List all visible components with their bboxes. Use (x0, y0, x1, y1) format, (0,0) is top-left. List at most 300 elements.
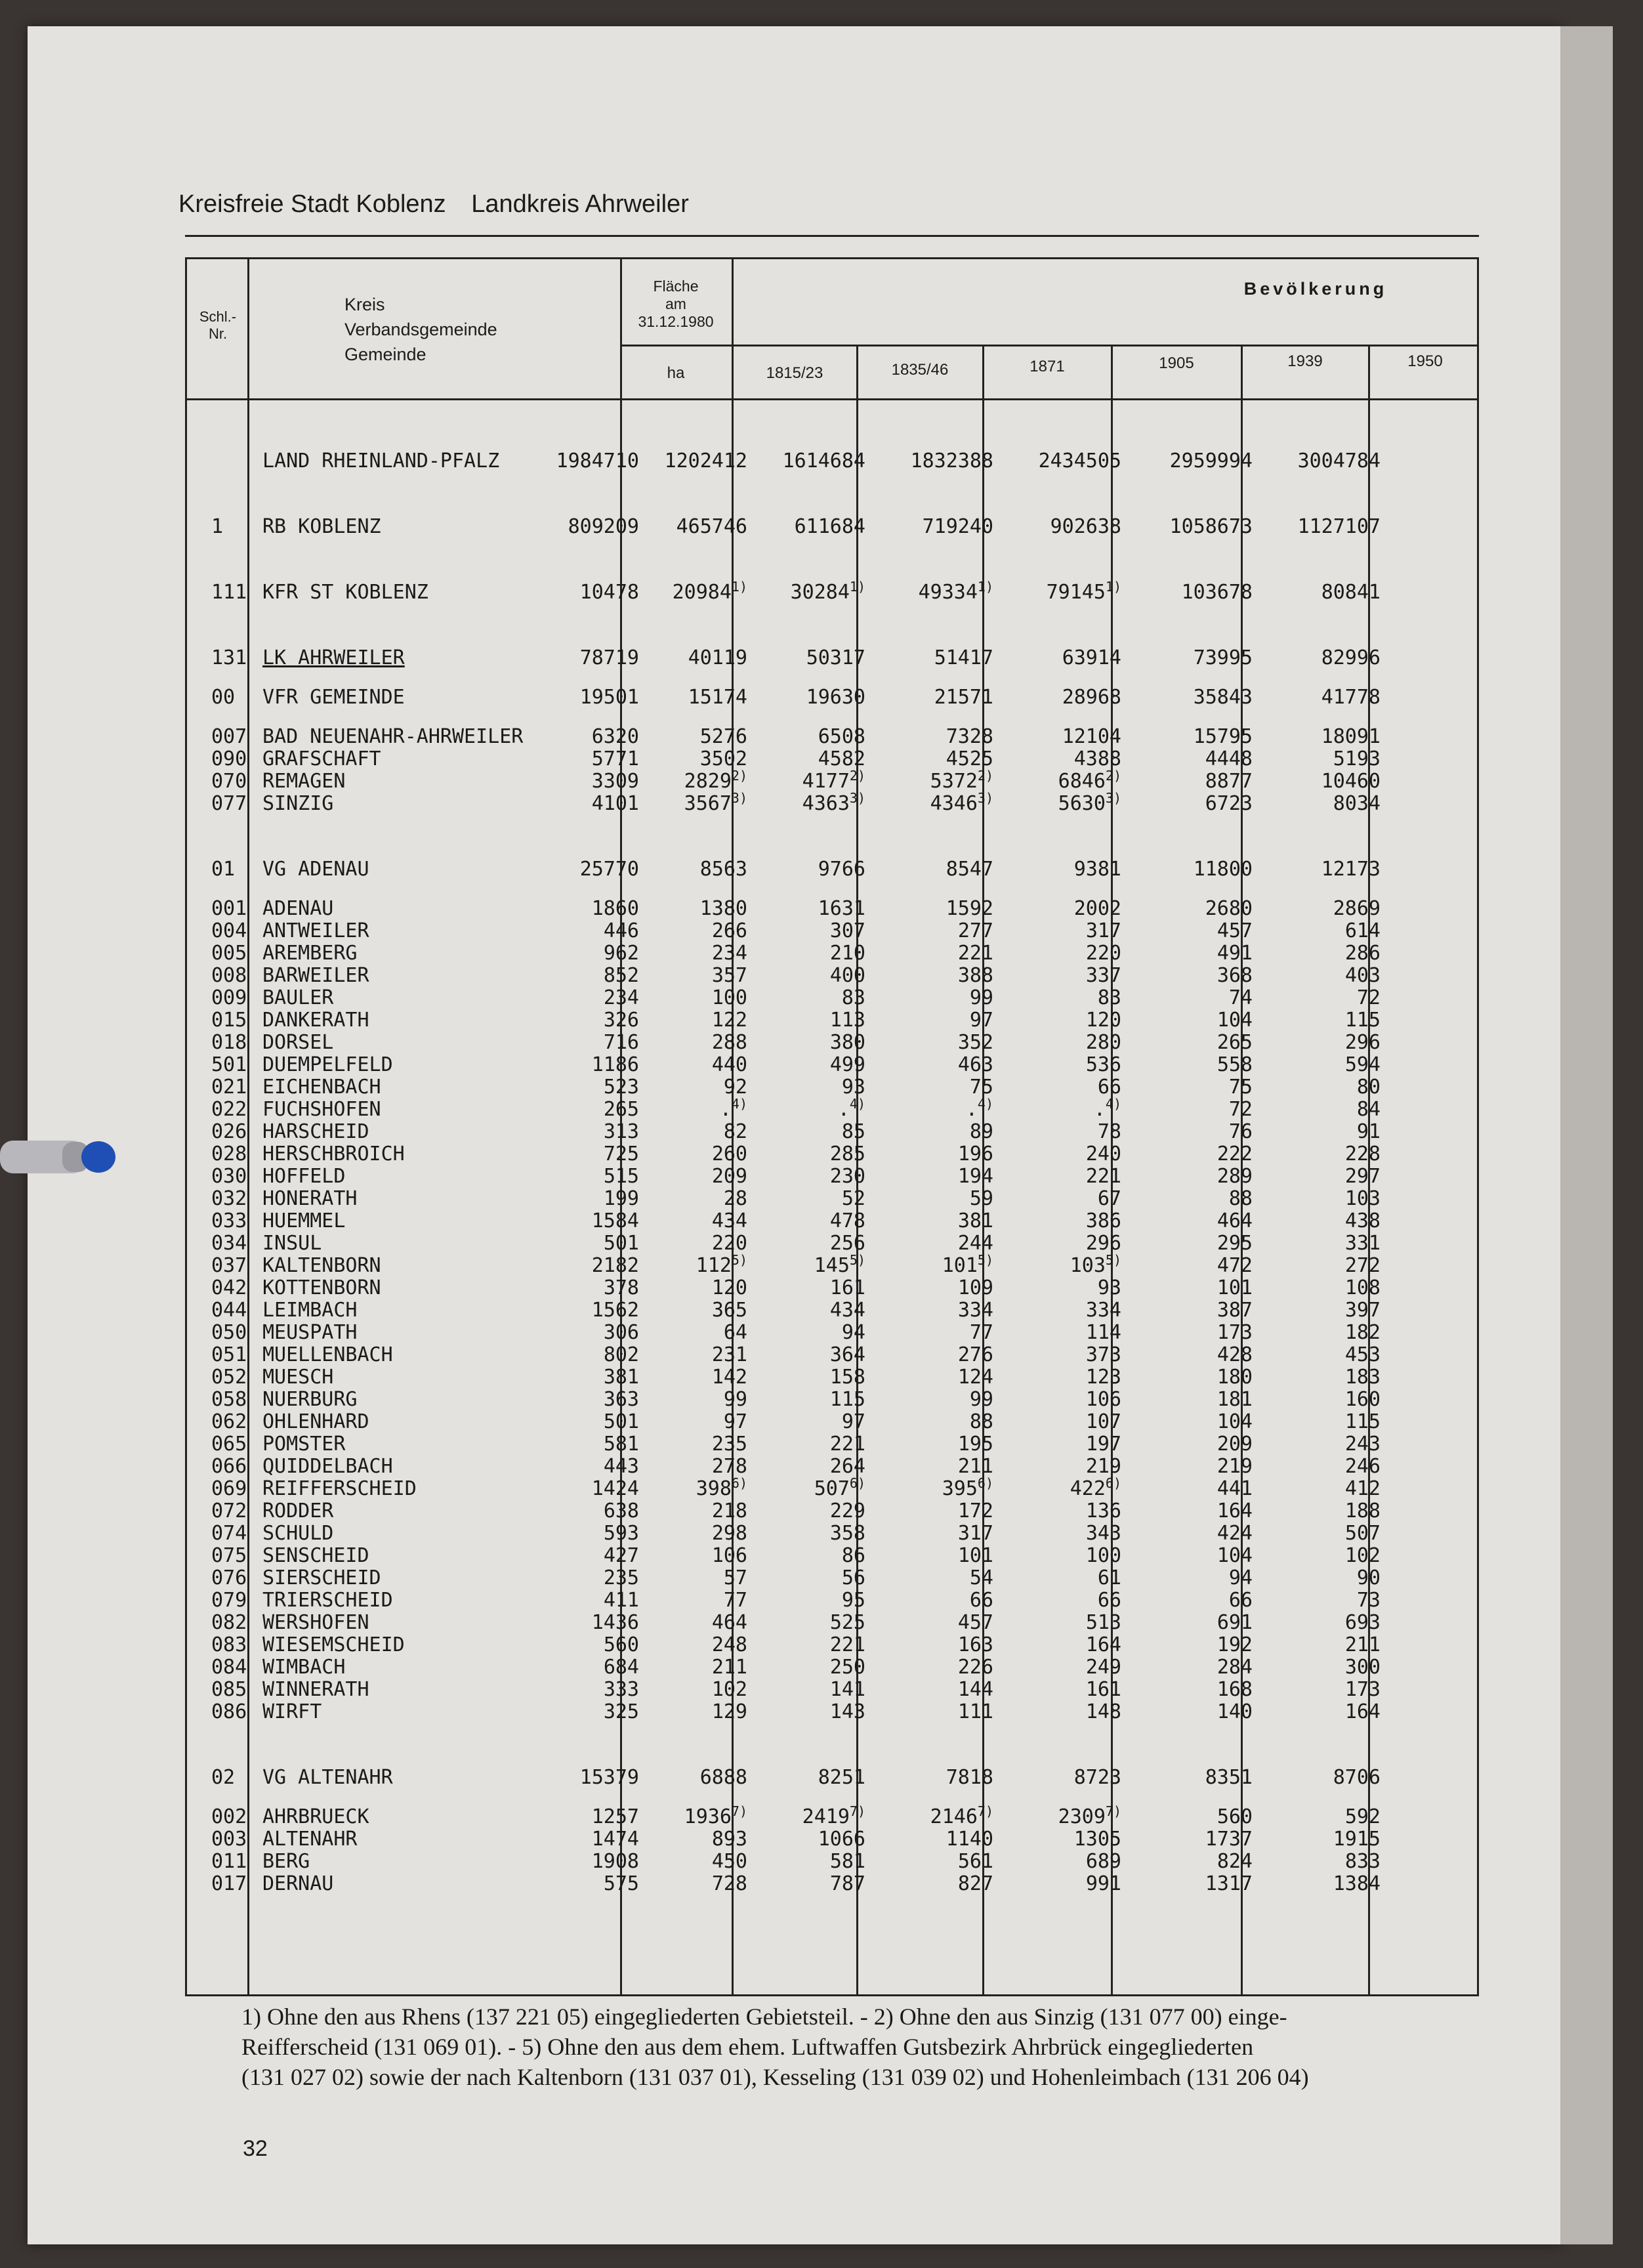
cell-value: 107 (1085, 1410, 1121, 1433)
cell-name (262, 770, 345, 793)
cell-value: 693 (1344, 1611, 1381, 1634)
cell-y1939 (1217, 1433, 1253, 1456)
cell-value: 168 (1217, 1678, 1253, 1701)
cell-value: SIERSCHEID (262, 1566, 381, 1589)
cell-value: 140 (1217, 1700, 1253, 1723)
cell-value: 005 (211, 942, 247, 965)
cell-value: 084 (211, 1656, 247, 1679)
cell-value: 266 (711, 919, 747, 942)
header-flaeche: Fläche am 31.12.1980 (638, 278, 714, 330)
cell-value: 297 (1344, 1165, 1381, 1188)
cell-y1871 (958, 1343, 993, 1366)
cell-value: 234 (603, 986, 639, 1009)
cell-value: 560 (1217, 1805, 1253, 1828)
cell-value: 030 (211, 1165, 247, 1188)
cell-value: 368 (1217, 964, 1253, 987)
cell-value: 61 (1097, 1566, 1121, 1589)
cell-value: POMSTER (262, 1433, 346, 1456)
table-row (185, 407, 1479, 472)
cell-value: 1614684 (782, 450, 865, 472)
cell-nr (211, 1366, 247, 1389)
cell-value: 3004784 (1297, 450, 1381, 472)
cell-y1815 (712, 1366, 747, 1389)
cell-value: AREMBERG (262, 942, 358, 965)
cell-ha (604, 1343, 639, 1366)
cell-value: 264 (829, 1455, 865, 1478)
cell-y1815 (673, 579, 747, 604)
cell-value: 062 (211, 1410, 247, 1433)
cell-value: DANKERATH (262, 1009, 369, 1032)
cell-y1871 (958, 1433, 993, 1456)
cell-value: REMAGEN (262, 770, 346, 793)
table-row (185, 1873, 1479, 1895)
cell-value: 211 (711, 1656, 747, 1679)
cell-value: 008 (211, 964, 247, 987)
cell-y1950 (1357, 1120, 1381, 1143)
cell-ha (592, 1254, 639, 1277)
cell-ha (604, 1120, 639, 1143)
cell-y1871 (946, 747, 993, 770)
footnote-marker: 5) (849, 1252, 865, 1268)
cell-value: 95 (841, 1589, 865, 1612)
cell-y1871 (970, 1009, 993, 1032)
cell-y1871 (958, 1872, 993, 1895)
cell-y1835 (802, 790, 865, 815)
cell-y1950 (1357, 986, 1381, 1009)
cell-name (262, 747, 381, 770)
cell-y1950 (1345, 919, 1381, 942)
cell-value: 7818 (946, 1766, 993, 1789)
cell-nr (211, 858, 235, 881)
cell-y1815 (712, 1143, 747, 1166)
cell-name (262, 1120, 369, 1143)
cell-value: 220 (711, 1232, 747, 1255)
cell-value: 691 (1217, 1611, 1253, 1634)
cell-nr (211, 942, 247, 965)
cell-value: 77 (969, 1321, 993, 1344)
cell-value: 453 (1344, 1343, 1381, 1366)
cell-y1871 (958, 1165, 993, 1188)
table-row (185, 1054, 1479, 1076)
cell-value: 412 (1344, 1477, 1381, 1500)
footnote-marker: 1) (849, 579, 865, 595)
cell-y1950 (1345, 1544, 1381, 1567)
cell-value: VG ALTENAHR (262, 1766, 393, 1789)
cell-y1835 (830, 1433, 865, 1456)
cell-nr (211, 1633, 247, 1656)
cell-value: 422 (1070, 1477, 1106, 1500)
cell-name (262, 897, 333, 920)
cell-value: 226 (957, 1656, 993, 1679)
cell-ha (592, 1828, 639, 1851)
cell-y1815 (712, 1232, 747, 1255)
footnote-marker: 3) (1105, 790, 1121, 806)
cell-y1835 (830, 1500, 865, 1522)
cell-value: 103678 (1181, 581, 1253, 604)
cell-y1815 (712, 1276, 747, 1299)
cell-value: 1066 (818, 1828, 865, 1851)
cell-value: 833 (1344, 1850, 1381, 1873)
cell-value: KFR ST KOBLENZ (262, 581, 428, 604)
cell-y1871 (958, 942, 993, 965)
cell-y1939 (1229, 1187, 1253, 1210)
table-row (185, 1232, 1479, 1255)
cell-value: 12104 (1062, 725, 1121, 748)
cell-value: 5372 (930, 770, 978, 793)
cell-value: 051 (211, 1343, 247, 1366)
cell-value: 441 (1217, 1477, 1253, 1500)
footnote-marker: 2) (977, 768, 993, 784)
cell-value: 220 (1085, 942, 1121, 965)
cell-value: 222 (1217, 1143, 1253, 1166)
cell-name (262, 1522, 333, 1545)
cell-y1871 (970, 1589, 993, 1612)
cell-value: 19630 (806, 686, 865, 709)
cell-y1939 (1217, 1544, 1253, 1567)
cell-y1950 (1333, 1766, 1381, 1789)
cell-value: 209 (1217, 1433, 1253, 1456)
cell-ha (604, 1276, 639, 1299)
cell-value: 6723 (1205, 792, 1253, 815)
cell-value: 337 (1085, 964, 1121, 987)
cell-value: 122 (711, 1009, 747, 1032)
cell-value: 164 (1344, 1700, 1381, 1723)
cell-nr (211, 792, 247, 815)
cell-y1939 (1229, 1120, 1253, 1143)
cell-y1939 (1217, 1209, 1253, 1232)
cell-y1905 (1086, 1678, 1121, 1701)
cell-ha (604, 1031, 639, 1054)
table-row (185, 1322, 1479, 1344)
cell-value: 6320 (591, 725, 639, 748)
cell-value: 536 (1085, 1053, 1121, 1076)
cell-nr (211, 1455, 247, 1478)
cell-value: 101 (1217, 1276, 1253, 1299)
cell-name (262, 1611, 369, 1634)
cell-y1835 (842, 1566, 865, 1589)
cell-value: 525 (829, 1611, 865, 1634)
cell-y1835 (830, 1455, 865, 1478)
table-row (185, 1433, 1479, 1456)
cell-value: 80 (1356, 1076, 1381, 1099)
cell-y1835 (830, 1031, 865, 1054)
cell-value: 136 (1085, 1500, 1121, 1522)
footnote-marker: 6) (731, 1475, 747, 1491)
cell-nr (211, 725, 247, 748)
cell-value: 507 (1344, 1522, 1381, 1545)
cell-y1939 (1217, 1053, 1253, 1076)
cell-value: 4101 (591, 792, 639, 815)
cell-nr (211, 1872, 247, 1895)
cell-ha (568, 515, 639, 538)
cell-y1835 (818, 1828, 865, 1851)
cell-y1939 (1217, 1410, 1253, 1433)
table-row (185, 1828, 1479, 1851)
cell-y1835 (791, 579, 865, 604)
cell-value: 160 (1344, 1388, 1381, 1411)
cell-value: BARWEILER (262, 964, 369, 987)
cell-y1939 (1217, 964, 1253, 987)
cell-nr (211, 1321, 247, 1344)
cell-value: 380 (829, 1031, 865, 1054)
cell-ha (604, 1455, 639, 1478)
footnote-marker: 7) (849, 1803, 865, 1819)
cell-ha (604, 942, 639, 965)
cell-value: 265 (603, 1098, 639, 1121)
cell-value: 042 (211, 1276, 247, 1299)
cell-value: 54 (969, 1566, 993, 1589)
cell-ha (592, 897, 639, 920)
cell-y1815 (684, 768, 747, 793)
cell-value: KALTENBORN (262, 1254, 381, 1277)
cell-ha (604, 1098, 639, 1121)
cell-value: 560 (603, 1633, 639, 1656)
cell-name (262, 1678, 369, 1701)
cell-name (262, 1388, 358, 1411)
cell-value: 1436 (591, 1611, 639, 1634)
cell-value: 124 (957, 1366, 993, 1389)
cell-y1835 (842, 1120, 865, 1143)
cell-value: 143 (829, 1700, 865, 1723)
cell-value: 072 (211, 1500, 247, 1522)
table-row (185, 987, 1479, 1009)
cell-value: AHRBRUECK (262, 1805, 369, 1828)
cell-y1871 (958, 1299, 993, 1322)
cell-value: VG ADENAU (262, 858, 369, 881)
cell-ha (604, 1433, 639, 1456)
table-row (185, 1032, 1479, 1054)
cell-value: 172 (957, 1500, 993, 1522)
cell-value: 1631 (818, 897, 865, 920)
cell-y1815 (712, 964, 747, 987)
cell-value: 72 (1228, 1098, 1253, 1121)
cell-y1815 (724, 1589, 747, 1612)
header-year: 1871 (1029, 358, 1065, 375)
cell-value: 1832388 (910, 450, 993, 472)
cell-value: 111 (957, 1700, 993, 1723)
cell-value: 112 (696, 1254, 732, 1277)
cell-ha (592, 1299, 639, 1322)
cell-nr (211, 1254, 247, 1277)
cell-value: 82 (723, 1120, 747, 1143)
cell-value: 7328 (946, 725, 993, 748)
cell-value: 082 (211, 1611, 247, 1634)
table-row (185, 472, 1479, 538)
cell-value: 403 (1344, 964, 1381, 987)
cell-value: 195 (957, 1433, 993, 1456)
cell-value: 260 (711, 1143, 747, 1166)
cell-value: 501 (603, 1232, 639, 1255)
cell-value: 8351 (1205, 1766, 1253, 1789)
cell-value: 077 (211, 792, 247, 815)
cell-y1835 (830, 1232, 865, 1255)
cell-value: 009 (211, 986, 247, 1009)
cell-name (262, 1872, 333, 1895)
cell-value: 457 (957, 1611, 993, 1634)
cell-y1815 (712, 1656, 747, 1679)
cell-value: 66 (1097, 1076, 1121, 1099)
cell-value: 248 (711, 1633, 747, 1656)
cell-y1835 (830, 1276, 865, 1299)
cell-name (262, 919, 369, 942)
cell-y1871 (958, 1232, 993, 1255)
cell-y1835 (838, 1096, 865, 1121)
cell-name (262, 1477, 417, 1500)
cell-y1939 (1217, 1611, 1253, 1634)
table-row (185, 1344, 1479, 1366)
footnote-marker: 2) (849, 768, 865, 784)
cell-name (262, 942, 358, 965)
cell-value: 334 (1085, 1299, 1121, 1322)
cell-y1950 (1357, 1098, 1381, 1121)
cell-y1871 (970, 1076, 993, 1099)
cell-value: 181 (1217, 1388, 1253, 1411)
footnote-marker: 4) (1105, 1096, 1121, 1112)
cell-y1950 (1345, 1477, 1381, 1500)
cell-value: 75 (1228, 1076, 1253, 1099)
cell-y1905 (1098, 1076, 1121, 1099)
cell-value: 298 (711, 1522, 747, 1545)
cell-nr (211, 1828, 247, 1851)
cell-value: 028 (211, 1143, 247, 1166)
cell-value: 00 (211, 686, 236, 709)
cell-y1905 (1074, 858, 1121, 881)
cell-y1815 (696, 1252, 747, 1277)
cell-y1939 (1217, 1031, 1253, 1054)
cell-y1871 (930, 790, 993, 815)
cell-ha (604, 986, 639, 1009)
cell-value: 94 (841, 1321, 865, 1344)
cell-y1871 (958, 1544, 993, 1567)
cell-value: 307 (829, 919, 865, 942)
cell-name (262, 450, 499, 472)
cell-value: 19501 (579, 686, 639, 709)
cell-y1815 (712, 1544, 747, 1567)
cell-y1815 (712, 1611, 747, 1634)
cell-value: 2309 (1058, 1805, 1106, 1828)
footnotes (241, 2002, 1521, 2092)
cell-value: RB KOBLENZ (262, 515, 381, 538)
cell-name (262, 1566, 381, 1589)
header-year: 1815/23 (766, 364, 823, 382)
cell-value: BAD NEUENAHR-AHRWEILER (262, 725, 524, 748)
cell-y1950 (1357, 1589, 1381, 1612)
cell-y1950 (1345, 1321, 1381, 1344)
cell-y1950 (1345, 1165, 1381, 1188)
cell-value: 79145 (1046, 581, 1106, 604)
cell-nr (211, 1098, 247, 1121)
cell-name (262, 1232, 322, 1255)
cell-value: 285 (829, 1143, 865, 1166)
cell-name (262, 1366, 333, 1389)
table-row (185, 748, 1479, 770)
cell-value: 515 (603, 1165, 639, 1188)
cell-value: 9381 (1073, 858, 1121, 881)
cell-value: 001 (211, 897, 247, 920)
cell-y1905 (1086, 942, 1121, 965)
cell-value: 472 (1217, 1254, 1253, 1277)
cell-y1939 (1205, 897, 1253, 920)
cell-value: 501 (603, 1410, 639, 1433)
footnote-marker: 5) (731, 1252, 747, 1268)
cell-value: 15379 (579, 1766, 639, 1789)
cell-value: 424 (1217, 1522, 1253, 1545)
cell-y1815 (712, 1522, 747, 1545)
cell-y1905 (1098, 1120, 1121, 1143)
cell-value: 158 (829, 1366, 865, 1389)
cell-value: 76 (1228, 1120, 1253, 1143)
cell-y1835 (842, 1187, 865, 1210)
cell-value: 090 (211, 747, 247, 770)
cell-y1905 (1086, 1009, 1121, 1032)
cell-y1815 (712, 1165, 747, 1188)
cell-value: 581 (829, 1850, 865, 1873)
cell-value: 787 (829, 1872, 865, 1895)
footnote-line: (131 027 02) sowie der nach Kaltenborn (131 037 01), Kesseling (131 039 02) und Hohenleimbach (131 206 04) (241, 2064, 1309, 2090)
cell-y1815 (720, 1096, 747, 1121)
cell-y1939 (1229, 1566, 1253, 1589)
cell-y1835 (783, 450, 865, 472)
cell-value: 93 (1097, 1276, 1121, 1299)
cell-value: 5630 (1058, 792, 1106, 815)
cell-value: 3567 (684, 792, 732, 815)
cell-nr (211, 1232, 247, 1255)
cell-value: 593 (603, 1522, 639, 1545)
cell-value: 395 (942, 1477, 978, 1500)
cell-value: 66 (1097, 1589, 1121, 1612)
cell-value: 2869 (1333, 897, 1381, 920)
footnote-marker: 3) (977, 790, 993, 806)
cell-y1835 (830, 1872, 865, 1895)
cell-value: 443 (603, 1455, 639, 1478)
cell-value: 300 (1344, 1656, 1381, 1679)
cell-y1939 (1217, 1343, 1253, 1366)
table-row (185, 1589, 1479, 1612)
cell-y1950 (1345, 1388, 1381, 1411)
cell-name (262, 1321, 358, 1344)
cell-value: 592 (1344, 1805, 1381, 1828)
cell-y1871 (934, 686, 993, 709)
cell-y1950 (1345, 1053, 1381, 1076)
cell-name (262, 1544, 369, 1567)
cell-ha (592, 1053, 639, 1076)
cell-y1871 (930, 768, 993, 793)
cell-value: 1 (211, 515, 224, 538)
footnote-marker: 1) (1105, 579, 1121, 595)
cell-y1905 (1074, 747, 1121, 770)
cell-ha (604, 919, 639, 942)
cell-y1905 (1098, 1566, 1121, 1589)
cell-y1815 (665, 450, 747, 472)
cell-y1905 (1086, 1165, 1121, 1188)
cell-value: QUIDDELBACH (262, 1455, 393, 1478)
cell-value: 333 (603, 1678, 639, 1701)
cell-value: 558 (1217, 1053, 1253, 1076)
cell-value: RODDER (262, 1500, 334, 1522)
cell-y1950 (1345, 1805, 1381, 1828)
cell-y1815 (712, 919, 747, 942)
cell-y1871 (958, 1455, 993, 1478)
cell-value: 192 (1217, 1633, 1253, 1656)
cell-y1939 (1217, 942, 1253, 965)
cell-ha (604, 1872, 639, 1895)
cell-value: 317 (1085, 919, 1121, 942)
cell-y1835 (818, 1766, 865, 1789)
cell-nr (211, 646, 247, 669)
cell-y1835 (842, 1076, 865, 1099)
cell-value: REIFFERSCHEID (262, 1477, 417, 1500)
cell-y1871 (911, 450, 993, 472)
